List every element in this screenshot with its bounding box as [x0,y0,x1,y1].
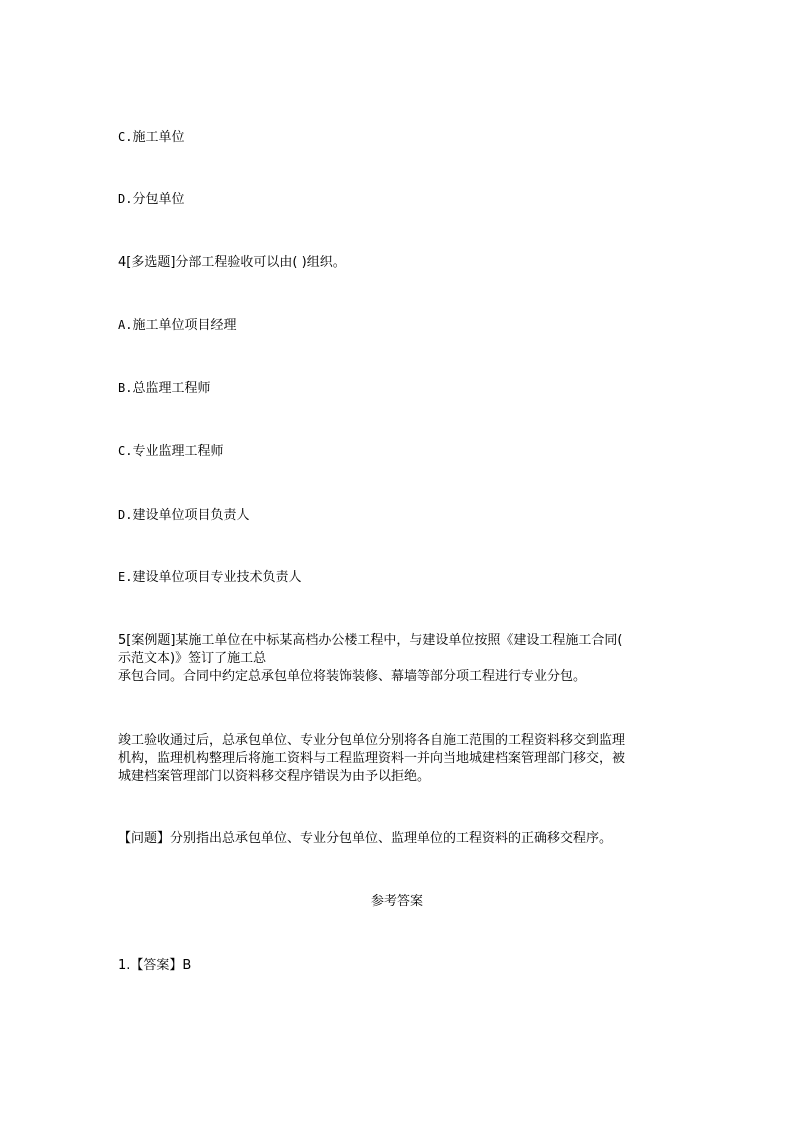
case-paragraph-line-1: 竣工验收通过后，总承包单位、专业分包单位分别将各自施工范围的工程资料移交到监理 [118,733,626,748]
case-paragraph-line-3: 城建档案管理部门以资料移交程序错误为由予以拒绝。 [118,769,431,784]
option-text: 分包单位 [132,192,185,207]
option-letter: C. [118,444,133,458]
option-text: 建设单位项目专业技术负责人 [132,570,302,585]
option-text: 施工单位 [132,130,185,145]
option-text: 建设单位项目负责人 [132,508,250,523]
option-letter: A. [118,318,133,332]
q4-option-a [118,316,236,335]
question-5-line-3: 承包合同。合同中约定总承包单位将装饰装修、幕墙等部分项工程进行专业分包。 [118,669,587,684]
option-d-previous [118,190,184,209]
q4-option-b [118,379,210,398]
option-letter: C. [118,130,133,144]
case-paragraph-line-2: 机构，监理机构整理后将施工资料与工程监理资料一并向当地城建档案管理部门移交，被 [118,751,626,766]
option-text: 专业监理工程师 [132,444,224,459]
option-letter: E. [118,570,133,584]
option-letter: D. [118,192,133,206]
option-letter: B. [118,381,133,395]
answer-1: 1.【答案】B [118,958,192,973]
option-text: 总监理工程师 [132,381,211,396]
q4-option-c [118,442,223,461]
question-5-line-1: 5[案例题]某施工单位在中标某高档办公楼工程中，与建设单位按照《建设工程施工合同( [118,633,623,648]
option-letter: D. [118,508,133,522]
option-text: 施工单位项目经理 [132,318,237,333]
question-5-line-2: 示范文本)》签订了施工总 [118,651,267,666]
q4-option-d [118,506,249,525]
case-question: 【问题】分别指出总承包单位、专业分包单位、监理单位的工程资料的正确移交程序。 [118,831,613,846]
q4-option-e [118,568,301,587]
answers-heading: 参考答案 [370,894,423,909]
question-4-stem: 4[多选题]分部工程验收可以由( )组织。 [118,255,346,270]
option-c-previous [118,128,184,147]
